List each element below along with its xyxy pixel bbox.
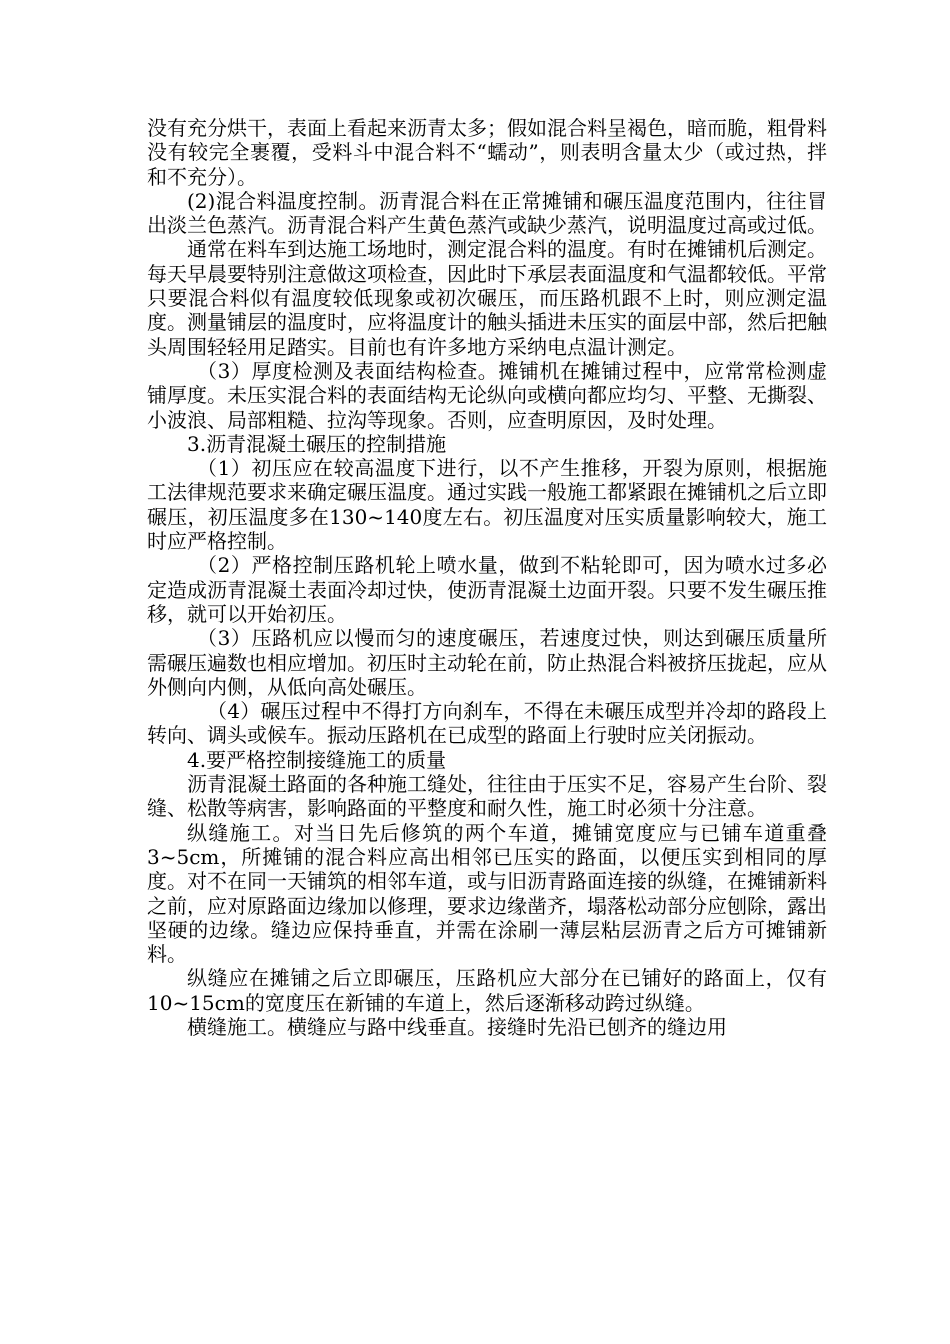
section-heading-3: 3.沥青混凝土碾压的控制措施 — [187, 431, 447, 456]
paragraph-1: 没有充分烘干，表面上看起来沥青太多；假如混合料呈褐色，暗而脆，粗骨料没有较完全裹覆，受料斗中混合料不“蠕动”，则表明含量太少（或过热，拌和不充分）。 — [147, 116, 827, 189]
paragraph-8: （3）压路机应以慢而匀的速度碾压，若速度过快，则达到碾压质量所需碾压遍数也相应增加。初压时主动轮在前，防止热混合料被挤压拢起，应从外侧向内侧，从低向高处碾压。 — [147, 626, 827, 699]
paragraph-3: 通常在料车到达施工场地时，测定混合料的温度。有时在摊铺机后测定。每天早晨要特别注意做这项检查，因此时下承层表面温度和气温都较低。平常只要混合料似有温度较低现象或初次碾压，而压路机跟不上时，则应测定温度。测量铺层的温度时，应将温度计的触头插进未压实的面层中部，然后把触头周围轻轻用足踏实。目前也有许多地方采纳电点温计测定。 — [147, 237, 827, 359]
document-body — [147, 116, 827, 1039]
paragraph-14: 横缝施工。横缝应与路中线垂直。接缝时先沿已刨齐的缝边用 — [187, 1014, 727, 1039]
section-heading-4: 4.要严格控制接缝施工的质量 — [187, 747, 447, 772]
paragraph-4: （3）厚度检测及表面结构检查。摊铺机在摊铺过程中，应常常检测虚铺厚度。未压实混合料的表面结构无论纵向或横向都应均匀、平整、无撕裂、小波浪、局部粗糙、拉沟等现象。否则，应查明原因，及时处理。 — [147, 358, 827, 432]
paragraph-7: （2）严格控制压路机轮上喷水量，做到不粘轮即可，因为喷水过多必定造成沥青混凝土表面冷却过快，使沥青混凝土边面开裂。只要不发生碾压推移，就可以开始初压。 — [147, 553, 827, 626]
paragraph-11: 沥青混凝土路面的各种施工缝处，往往由于压实不足，容易产生台阶、裂缝、松散等病害，影响路面的平整度和耐久性，施工时必须十分注意。 — [147, 772, 827, 821]
paragraph-9: （4）碾压过程中不得打方向刹车，不得在未碾压成型并冷却的路段上转向、调头或候车。振动压路机在已成型的路面上行驶时应关闭振动。 — [147, 699, 827, 748]
paragraph-12: 纵缝施工。对当日先后修筑的两个车道，摊铺宽度应与已铺车道重叠3~5cm，所摊铺的混合料应高出相邻已压实的路面，以便压实到相同的厚度。对不在同一天铺筑的相邻车道，或与旧沥青路面连接的纵缝，在摊铺新料之前，应对原路面边缘加以修理，要求边缘凿齐，塌落松动部分应刨除，露出坚硬的边缘。缝边应保持垂直，并需在涂刷一薄层粘层沥青之后方可摊铺新料。 — [147, 820, 827, 967]
paragraph-2: (2)混合料温度控制。沥青混合料在正常摊铺和碾压温度范围内，往往冒出淡兰色蒸汽。沥青混合料产生黄色蒸汽或缺少蒸汽，说明温度过高或过低。 — [147, 188, 827, 238]
paragraph-6: （1）初压应在较高温度下进行，以不产生推移，开裂为原则，根据施工法律规范要求来确定碾压温度。通过实践一般施工都紧跟在摊铺机之后立即碾压，初压温度多在130~140度左右。初压温度对压实质量影响较大，施工时应严格控制。 — [147, 456, 827, 554]
paragraph-13: 纵缝应在摊铺之后立即碾压，压路机应大部分在已铺好的路面上，仅有10~15cm的宽度压在新铺的车道上，然后逐渐移动跨过纵缝。 — [147, 966, 827, 1015]
